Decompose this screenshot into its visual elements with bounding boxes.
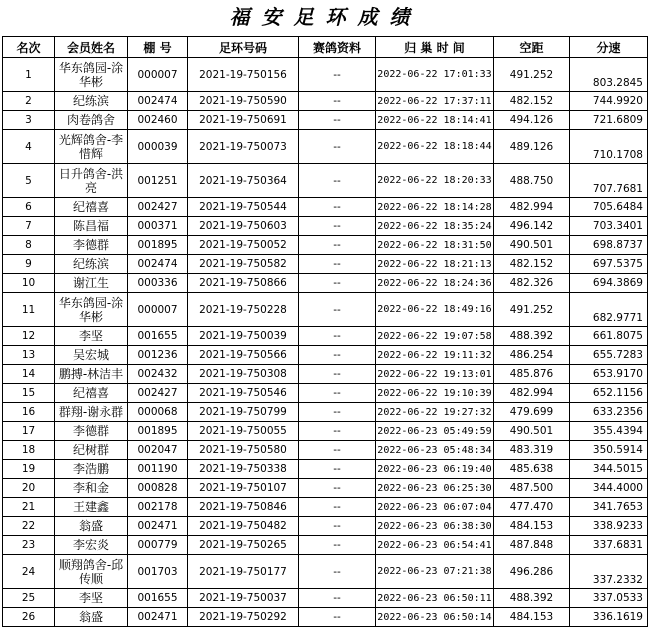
pigeon-info-cell: -- — [299, 536, 376, 555]
table-row — [3, 608, 648, 627]
rank-cell: 7 — [3, 217, 55, 236]
shed-number-cell: 001251 — [128, 164, 188, 198]
pigeon-info-cell: -- — [299, 422, 376, 441]
arrival-time-cell: 2022-06-22 18:18:44 — [376, 130, 494, 164]
distance-cell: 485.638 — [494, 460, 570, 479]
ring-number-cell: 2021-19-750364 — [188, 164, 299, 198]
rank-cell: 8 — [3, 236, 55, 255]
speed-cell: 338.9233 — [570, 517, 648, 536]
rank-cell: 15 — [3, 384, 55, 403]
member-name-cell: 李浩鹏 — [55, 460, 128, 479]
member-name-cell: 李和金 — [55, 479, 128, 498]
speed-cell: 341.7653 — [570, 498, 648, 517]
pigeon-info-cell: -- — [299, 164, 376, 198]
rank-cell: 23 — [3, 536, 55, 555]
distance-cell: 482.994 — [494, 198, 570, 217]
distance-cell: 489.126 — [494, 130, 570, 164]
rank-cell: 9 — [3, 255, 55, 274]
ring-number-cell: 2021-19-750799 — [188, 403, 299, 422]
shed-number-cell: 000828 — [128, 479, 188, 498]
pigeon-info-cell: -- — [299, 111, 376, 130]
rank-cell: 12 — [3, 327, 55, 346]
distance-cell: 477.470 — [494, 498, 570, 517]
pigeon-info-cell: -- — [299, 130, 376, 164]
rank-cell: 25 — [3, 589, 55, 608]
shed-number-cell: 000336 — [128, 274, 188, 293]
speed-cell: 744.9920 — [570, 92, 648, 111]
table-row — [3, 365, 648, 384]
shed-number-cell: 002427 — [128, 198, 188, 217]
table-row — [3, 479, 648, 498]
pigeon-info-cell: -- — [299, 403, 376, 422]
shed-number-cell: 000007 — [128, 58, 188, 92]
shed-number-cell: 002474 — [128, 92, 188, 111]
ring-number-cell: 2021-19-750055 — [188, 422, 299, 441]
arrival-time-cell: 2022-06-22 18:14:41 — [376, 111, 494, 130]
rank-cell: 4 — [3, 130, 55, 164]
distance-cell: 484.153 — [494, 517, 570, 536]
ring-number-cell: 2021-19-750691 — [188, 111, 299, 130]
ring-number-cell: 2021-19-750482 — [188, 517, 299, 536]
ring-number-cell: 2021-19-750580 — [188, 441, 299, 460]
distance-cell: 484.153 — [494, 608, 570, 627]
shed-number-cell: 002460 — [128, 111, 188, 130]
member-name-cell: 顺翔鸽舍-邱传顺 — [55, 555, 128, 589]
pigeon-info-cell: -- — [299, 441, 376, 460]
member-name-cell: 鹏搏-林洁丰 — [55, 365, 128, 384]
arrival-time-cell: 2022-06-22 18:49:16 — [376, 293, 494, 327]
speed-cell: 707.7681 — [570, 164, 648, 198]
table-row — [3, 236, 648, 255]
table-row — [3, 403, 648, 422]
pigeon-info-cell: -- — [299, 58, 376, 92]
shed-number-cell: 001895 — [128, 236, 188, 255]
col-header-name: 会员姓名 — [55, 37, 128, 58]
ring-number-cell: 2021-19-750566 — [188, 346, 299, 365]
speed-cell: 336.1619 — [570, 608, 648, 627]
table-row — [3, 384, 648, 403]
ring-number-cell: 2021-19-750546 — [188, 384, 299, 403]
arrival-time-cell: 2022-06-22 19:10:39 — [376, 384, 494, 403]
speed-cell: 633.2356 — [570, 403, 648, 422]
rank-cell: 5 — [3, 164, 55, 198]
speed-cell: 653.9170 — [570, 365, 648, 384]
shed-number-cell: 000039 — [128, 130, 188, 164]
arrival-time-cell: 2022-06-22 19:07:58 — [376, 327, 494, 346]
table-row — [3, 498, 648, 517]
shed-number-cell: 002474 — [128, 255, 188, 274]
rank-cell: 1 — [3, 58, 55, 92]
arrival-time-cell: 2022-06-22 18:31:50 — [376, 236, 494, 255]
arrival-time-cell: 2022-06-22 18:14:28 — [376, 198, 494, 217]
rank-cell: 16 — [3, 403, 55, 422]
arrival-time-cell: 2022-06-23 06:50:11 — [376, 589, 494, 608]
pigeon-info-cell: -- — [299, 293, 376, 327]
table-row — [3, 92, 648, 111]
arrival-time-cell: 2022-06-22 18:24:36 — [376, 274, 494, 293]
shed-number-cell: 002427 — [128, 384, 188, 403]
distance-cell: 488.392 — [494, 327, 570, 346]
rank-cell: 3 — [3, 111, 55, 130]
table-row — [3, 164, 648, 198]
speed-cell: 697.5375 — [570, 255, 648, 274]
arrival-time-cell: 2022-06-23 07:21:38 — [376, 555, 494, 589]
distance-cell: 491.252 — [494, 58, 570, 92]
col-header-ring: 足环号码 — [188, 37, 299, 58]
distance-cell: 485.876 — [494, 365, 570, 384]
table-row — [3, 198, 648, 217]
table-row — [3, 111, 648, 130]
distance-cell: 482.994 — [494, 384, 570, 403]
member-name-cell: 李坚 — [55, 589, 128, 608]
speed-cell: 698.8737 — [570, 236, 648, 255]
ring-number-cell: 2021-19-750073 — [188, 130, 299, 164]
rank-cell: 22 — [3, 517, 55, 536]
pigeon-info-cell: -- — [299, 274, 376, 293]
ring-number-cell: 2021-19-750228 — [188, 293, 299, 327]
arrival-time-cell: 2022-06-22 18:20:33 — [376, 164, 494, 198]
shed-number-cell: 000068 — [128, 403, 188, 422]
table-row — [3, 346, 648, 365]
ring-number-cell: 2021-19-750037 — [188, 589, 299, 608]
pigeon-info-cell: -- — [299, 384, 376, 403]
ring-number-cell: 2021-19-750338 — [188, 460, 299, 479]
ring-number-cell: 2021-19-750308 — [188, 365, 299, 384]
ring-number-cell: 2021-19-750107 — [188, 479, 299, 498]
rank-cell: 24 — [3, 555, 55, 589]
member-name-cell: 日升鸽舍-洪亮 — [55, 164, 128, 198]
shed-number-cell: 000779 — [128, 536, 188, 555]
col-header-time: 归 巢 时 间 — [376, 37, 494, 58]
member-name-cell: 谢江生 — [55, 274, 128, 293]
distance-cell: 482.152 — [494, 255, 570, 274]
member-name-cell: 肉卷鸽舍 — [55, 111, 128, 130]
distance-cell: 482.152 — [494, 92, 570, 111]
rank-cell: 17 — [3, 422, 55, 441]
table-row — [3, 422, 648, 441]
ring-number-cell: 2021-19-750590 — [188, 92, 299, 111]
member-name-cell: 纪禧喜 — [55, 198, 128, 217]
rank-cell: 6 — [3, 198, 55, 217]
member-name-cell: 纪练滨 — [55, 92, 128, 111]
results-table — [2, 36, 648, 627]
arrival-time-cell: 2022-06-23 06:54:41 — [376, 536, 494, 555]
arrival-time-cell: 2022-06-23 06:25:30 — [376, 479, 494, 498]
speed-cell: 705.6484 — [570, 198, 648, 217]
speed-cell: 337.0533 — [570, 589, 648, 608]
speed-cell: 337.2332 — [570, 555, 648, 589]
shed-number-cell: 000371 — [128, 217, 188, 236]
speed-cell: 710.1708 — [570, 130, 648, 164]
distance-cell: 496.142 — [494, 217, 570, 236]
distance-cell: 482.326 — [494, 274, 570, 293]
speed-cell: 721.6809 — [570, 111, 648, 130]
speed-cell: 337.6831 — [570, 536, 648, 555]
arrival-time-cell: 2022-06-23 06:50:14 — [376, 608, 494, 627]
shed-number-cell: 001655 — [128, 589, 188, 608]
member-name-cell: 华东鸽园-涂华彬 — [55, 293, 128, 327]
arrival-time-cell: 2022-06-22 17:37:11 — [376, 92, 494, 111]
shed-number-cell: 001655 — [128, 327, 188, 346]
distance-cell: 491.252 — [494, 293, 570, 327]
speed-cell: 344.4000 — [570, 479, 648, 498]
rank-cell: 18 — [3, 441, 55, 460]
speed-cell: 652.1156 — [570, 384, 648, 403]
speed-cell: 703.3401 — [570, 217, 648, 236]
distance-cell: 486.254 — [494, 346, 570, 365]
table-row — [3, 441, 648, 460]
table-row — [3, 327, 648, 346]
member-name-cell: 王建鑫 — [55, 498, 128, 517]
shed-number-cell: 001895 — [128, 422, 188, 441]
arrival-time-cell: 2022-06-22 18:35:24 — [376, 217, 494, 236]
pigeon-info-cell: -- — [299, 479, 376, 498]
arrival-time-cell: 2022-06-22 19:13:01 — [376, 365, 494, 384]
rank-cell: 10 — [3, 274, 55, 293]
pigeon-info-cell: -- — [299, 217, 376, 236]
distance-cell: 488.750 — [494, 164, 570, 198]
member-name-cell: 纪树群 — [55, 441, 128, 460]
table-row — [3, 293, 648, 327]
arrival-time-cell: 2022-06-22 17:01:33 — [376, 58, 494, 92]
member-name-cell: 光辉鸽舍-李惜辉 — [55, 130, 128, 164]
member-name-cell: 华东鸽园-涂华彬 — [55, 58, 128, 92]
arrival-time-cell: 2022-06-22 18:21:13 — [376, 255, 494, 274]
rank-cell: 19 — [3, 460, 55, 479]
pigeon-info-cell: -- — [299, 517, 376, 536]
pigeon-info-cell: -- — [299, 255, 376, 274]
shed-number-cell: 000007 — [128, 293, 188, 327]
ring-number-cell: 2021-19-750177 — [188, 555, 299, 589]
ring-number-cell: 2021-19-750156 — [188, 58, 299, 92]
distance-cell: 479.699 — [494, 403, 570, 422]
pigeon-info-cell: -- — [299, 608, 376, 627]
page-title: 福安足环成绩 — [229, 5, 422, 29]
col-header-shed: 棚 号 — [128, 37, 188, 58]
shed-number-cell: 001236 — [128, 346, 188, 365]
rank-cell: 2 — [3, 92, 55, 111]
shed-number-cell: 002178 — [128, 498, 188, 517]
member-name-cell: 翁盛 — [55, 608, 128, 627]
distance-cell: 488.392 — [494, 589, 570, 608]
ring-number-cell: 2021-19-750039 — [188, 327, 299, 346]
distance-cell: 494.126 — [494, 111, 570, 130]
pigeon-info-cell: -- — [299, 327, 376, 346]
ring-number-cell: 2021-19-750292 — [188, 608, 299, 627]
table-row — [3, 274, 648, 293]
member-name-cell: 群翔-谢永群 — [55, 403, 128, 422]
speed-cell: 661.8075 — [570, 327, 648, 346]
ring-number-cell: 2021-19-750265 — [188, 536, 299, 555]
member-name-cell: 纪练滨 — [55, 255, 128, 274]
member-name-cell: 李宏炎 — [55, 536, 128, 555]
table-row — [3, 460, 648, 479]
pigeon-info-cell: -- — [299, 365, 376, 384]
arrival-time-cell: 2022-06-23 06:19:40 — [376, 460, 494, 479]
table-row — [3, 536, 648, 555]
speed-cell: 682.9771 — [570, 293, 648, 327]
arrival-time-cell: 2022-06-23 06:38:30 — [376, 517, 494, 536]
arrival-time-cell: 2022-06-22 19:27:32 — [376, 403, 494, 422]
shed-number-cell: 001703 — [128, 555, 188, 589]
table-row — [3, 217, 648, 236]
ring-number-cell: 2021-19-750846 — [188, 498, 299, 517]
shed-number-cell: 002432 — [128, 365, 188, 384]
distance-cell: 483.319 — [494, 441, 570, 460]
speed-cell: 694.3869 — [570, 274, 648, 293]
col-header-info: 赛鸽资料 — [299, 37, 376, 58]
member-name-cell: 纪禧喜 — [55, 384, 128, 403]
shed-number-cell: 002047 — [128, 441, 188, 460]
distance-cell: 490.501 — [494, 422, 570, 441]
member-name-cell: 吴宏城 — [55, 346, 128, 365]
speed-cell: 655.7283 — [570, 346, 648, 365]
shed-number-cell: 002471 — [128, 517, 188, 536]
arrival-time-cell: 2022-06-23 05:49:59 — [376, 422, 494, 441]
pigeon-info-cell: -- — [299, 346, 376, 365]
rank-cell: 14 — [3, 365, 55, 384]
col-header-distance: 空距 — [494, 37, 570, 58]
speed-cell: 803.2845 — [570, 58, 648, 92]
arrival-time-cell: 2022-06-23 05:48:34 — [376, 441, 494, 460]
pigeon-info-cell: -- — [299, 460, 376, 479]
shed-number-cell: 001190 — [128, 460, 188, 479]
pigeon-info-cell: -- — [299, 555, 376, 589]
table-row — [3, 517, 648, 536]
speed-cell: 350.5914 — [570, 441, 648, 460]
ring-number-cell: 2021-19-750603 — [188, 217, 299, 236]
member-name-cell: 李德群 — [55, 236, 128, 255]
speed-cell: 344.5015 — [570, 460, 648, 479]
member-name-cell: 陈昌福 — [55, 217, 128, 236]
pigeon-info-cell: -- — [299, 498, 376, 517]
distance-cell: 487.848 — [494, 536, 570, 555]
rank-cell: 26 — [3, 608, 55, 627]
rank-cell: 20 — [3, 479, 55, 498]
arrival-time-cell: 2022-06-22 19:11:32 — [376, 346, 494, 365]
member-name-cell: 翁盛 — [55, 517, 128, 536]
shed-number-cell: 002471 — [128, 608, 188, 627]
ring-number-cell: 2021-19-750052 — [188, 236, 299, 255]
table-row — [3, 255, 648, 274]
ring-number-cell: 2021-19-750582 — [188, 255, 299, 274]
arrival-time-cell: 2022-06-23 06:07:04 — [376, 498, 494, 517]
rank-cell: 11 — [3, 293, 55, 327]
table-row — [3, 130, 648, 164]
table-row — [3, 58, 648, 92]
member-name-cell: 李坚 — [55, 327, 128, 346]
pigeon-info-cell: -- — [299, 589, 376, 608]
col-header-rank: 名次 — [3, 37, 55, 58]
member-name-cell: 李德群 — [55, 422, 128, 441]
pigeon-info-cell: -- — [299, 198, 376, 217]
speed-cell: 355.4394 — [570, 422, 648, 441]
header-row — [3, 37, 648, 58]
col-header-speed: 分速 — [570, 37, 648, 58]
ring-number-cell: 2021-19-750544 — [188, 198, 299, 217]
pigeon-info-cell: -- — [299, 92, 376, 111]
distance-cell: 496.286 — [494, 555, 570, 589]
rank-cell: 13 — [3, 346, 55, 365]
distance-cell: 490.501 — [494, 236, 570, 255]
distance-cell: 487.500 — [494, 479, 570, 498]
table-row — [3, 589, 648, 608]
ring-number-cell: 2021-19-750866 — [188, 274, 299, 293]
rank-cell: 21 — [3, 498, 55, 517]
table-row — [3, 555, 648, 589]
pigeon-info-cell: -- — [299, 236, 376, 255]
